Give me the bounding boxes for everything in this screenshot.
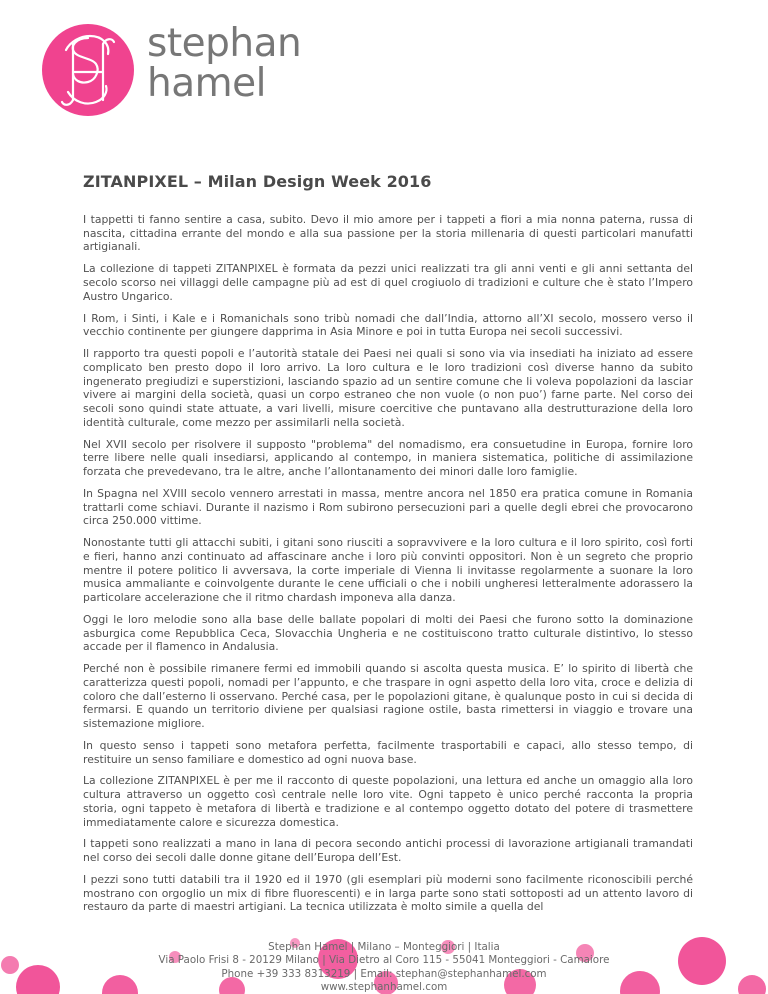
brand-logo [40,22,320,132]
brand-name-line-2: hamel [147,61,266,106]
footer-line: Stephan Hamel | Milano – Monteggiori | Italia [268,941,500,953]
paragraph: Nonostante tutti gli attacchi subiti, i gitani sono riusciti a sopravvivere e la loro cultura e il loro spirito, così forti e fieri, hanno anzi continuato ad affascinare anche i loro più convinti oppositori. Non è un segreto che proprio mentre il potere politico li avversava, la corte imperiale di Vienna li invitasse regolarmente a suonare la loro musica ammaliante e coinvolgente durante le cene ufficiali o che i nobili ungheresi letteralmente adorassero la particolare accelerazione che il ritmo chardash imponeva alla danza. [83,536,693,604]
footer-website-link[interactable]: www.stephanhamel.com [320,980,448,993]
footer-contact-line[interactable]: Phone +39 333 8313219 | Email: stephan@stephanhamel.com [221,967,547,980]
paragraph: La collezione ZITANPIXEL è per me il racconto di queste popolazioni, una lettura ed anche un omaggio alla loro cultura attraverso un oggetto così centrale nelle loro vite. Ogni tappeto è unico perché racconta la propria storia, ogni tappeto è metafora di libertà e tradizione e al contempo oggetto dotato del potere di trasmettere immediatamente calore e sicurezza domestica. [83,774,693,829]
footer-address: Via Paolo Frisi 8 - 20129 Milano | Via Dietro al Coro 115 - 55041 Monteggiori - Camaiore [158,954,610,967]
footer-contact [0,941,768,994]
paragraph: Nel XVII secolo per risolvere il supposto "problema" del nomadismo, era consuetudine in Europa, fornire loro terre libere nelle quali insediarsi, applicando al contempo, in maniera sistematica, politiche di assimilazione forzata che prevedevano, tra le altre, anche l’allontanamento dei minori dalle loro famiglie. [83,437,693,478]
paragraph: La collezione di tappeti ZITANPIXEL è formata da pezzi unici realizzati tra gli anni venti e gli anni settanta del secolo scorso nei villaggi delle campagne più ad est di quel crogiuolo di tradizioni e culture che è stato l’Impero Austro Ungarico. [83,262,693,303]
monogram-logo-icon [40,22,136,118]
paragraph: I tappeti sono realizzati a mano in lana di pecora secondo antichi processi di lavorazione artigianali tramandati nel corso dei secoli dalle donne gitane dell’Europa dell’Est. [83,837,693,865]
paragraph: I Rom, i Sinti, i Kale e i Romanichals sono tribù nomadi che dall’India, attorno all’XI secolo, mossero verso il vecchio continente per giungere dapprima in Asia Minore e poi in tutta Europa nei secoli successivi. [83,311,693,339]
brand-name-line-1: stephan [147,21,302,66]
page-title: ZITANPIXEL – Milan Design Week 2016 [83,172,432,191]
paragraph: Oggi le loro melodie sono alla base delle ballate popolari di molti dei Paesi che furono sotto la dominazione asburgica come Repubblica Ceca, Slovacchia Ungheria e ne costituiscono tratto culturale distintivo, lo stesso accade per il flamenco in Andalusia. [83,612,693,654]
paragraph: Perché non è possibile rimanere fermi ed immobili quando si ascolta questa musica. E’ lo spirito di libertà che caratterizza questi popoli, nomadi per l’appunto, e che traspare in ogni aspetto della loro vita, croce e delizia di coloro che dall’esterno li osservano. Perché casa, per le popolazioni gitane, è qualunque posto in cui si decida di fermarsi. E quando un territorio diviene per qualsiasi ragione ostile, basta rimettersi in viaggio e trovare una sistemazione migliore. [83,662,693,730]
brand-name [147,21,302,106]
paragraph: I tappetti ti fanno sentire a casa, subito. Devo il mio amore per i tappeti a fiori a mia nonna paterna, russa di nascita, cittadina errante del mondo e alla sua passione per la storia millenaria di questi particolari manufatti artigianali. [83,213,693,254]
paragraph: In questo senso i tappeti sono metafora perfetta, facilmente trasportabili e capaci, allo stesso tempo, di restituire un senso familiare e domestico ad ogni nuova base. [83,738,693,766]
article [83,172,693,922]
page-footer [0,935,768,994]
paragraph: Il rapporto tra questi popoli e l’autorità statale dei Paesi nei quali si sono via via insediati ha iniziato ad essere complicato ben presto dopo il loro arrivo. La loro cultura e le loro tradizioni così diverse hanno da subito ingenerato pregiudizi e superstizioni, lasciando spazio ad un sentire comune che li voleva popolazioni da lasciar vivere ai margini della società, quasi un corpo estraneo che non vuole (o non puo’) farne parte. Nel corso dei secoli sono quindi state attuate, a vari livelli, misure coercitive che puntavano alla destrutturazione della loro identità culturale, come mezzo per assimilarli nella società. [83,347,693,429]
paragraph: In Spagna nel XVIII secolo vennero arrestati in massa, mentre ancora nel 1850 era pratica comune in Romania trattarli come schiavi. Durante il nazismo i Rom subirono persecuzioni pari a quelle degli ebrei che provocarono circa 250.000 vittime. [83,486,693,528]
paragraph: I pezzi sono tutti databili tra il 1920 ed il 1970 (gli esemplari più moderni sono facilmente riconoscibili perché mostrano con orgoglio un mix di fibre fluorescenti) e in larga parte sono stati sottoposti ad un attento lavoro di restauro da parte di maestri artigiani. La tecnica utilizzata è molto simile a quella del [83,873,693,914]
